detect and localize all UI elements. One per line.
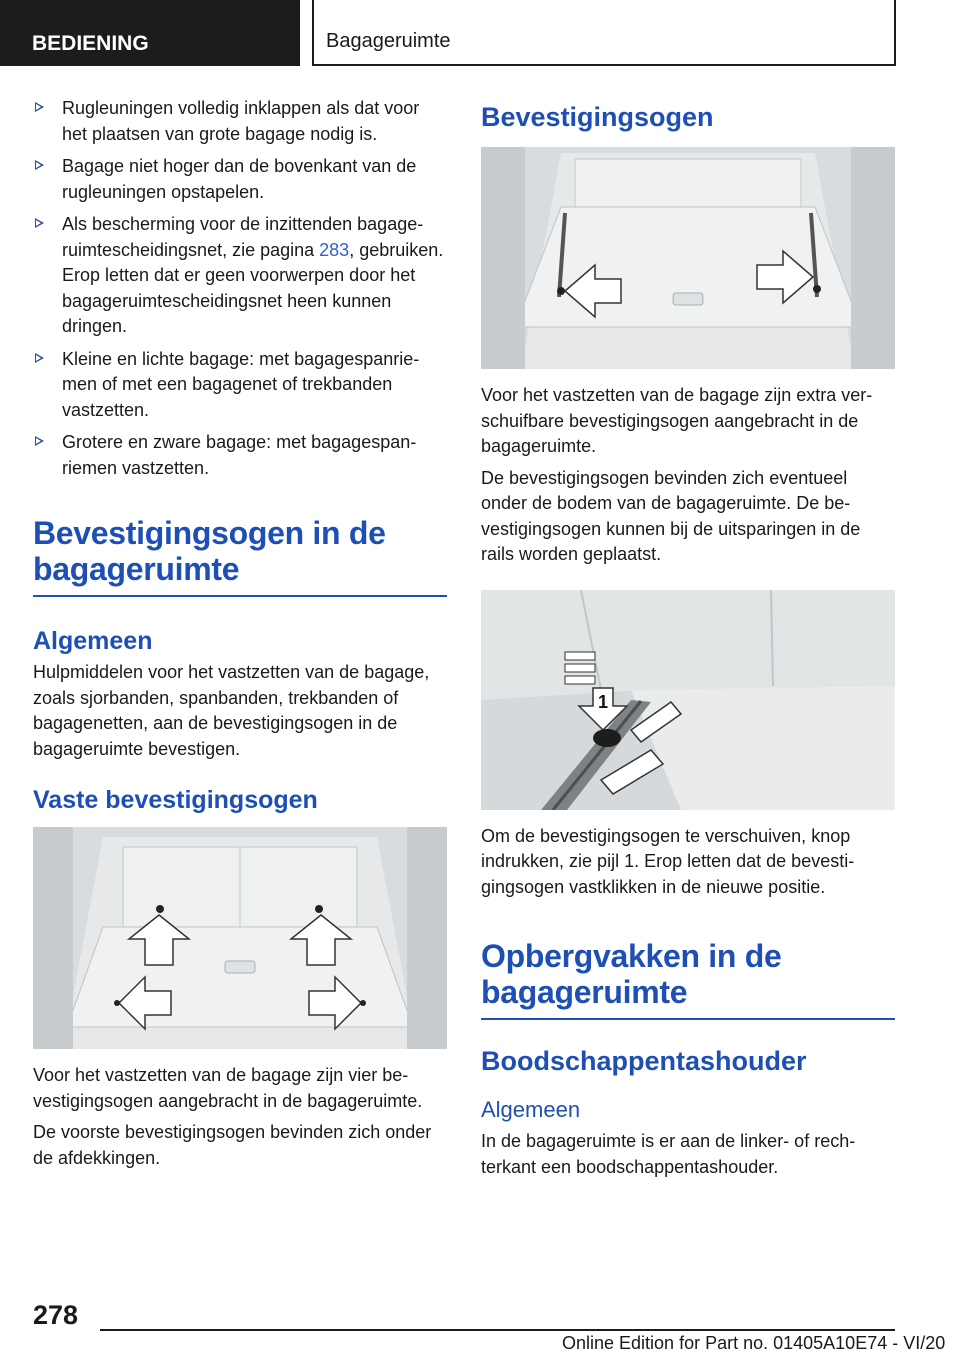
section-title: Bevestigingsogen in de bagageruimte <box>33 515 447 597</box>
left-column <box>33 96 447 1177</box>
list-item: Bagage niet hoger dan de bovenkant van de rugleuningen opstapelen. <box>33 154 447 205</box>
subsection-title: Boodschappentashouder <box>481 1046 807 1076</box>
header-chapter-tab <box>312 0 896 66</box>
list-item: Als bescherming voor de inzittenden bagageruimtescheidingsnet, zie pagina 283, gebruiken. Erop letten dat er geen voorwerpen door het bagageruimtescheidingsnet heen kunnen dringen. <box>33 212 447 340</box>
subsection-title-small: Algemeen <box>481 1097 581 1122</box>
paragraph: Voor het vastzetten van de bagage zijn vier bevestigingsogen aangebracht in de bagageruimte. <box>33 1065 423 1111</box>
list-item: Kleine en lichte bagage: met bagagespanriemen of met een bagagenet of trekbanden vastzetten. <box>33 347 447 424</box>
page-number: 278 <box>33 1300 79 1330</box>
list-item: Grotere en zware bagage: met bagagespanriemen vastzetten. <box>33 430 447 481</box>
right-column <box>481 96 895 1186</box>
bullet-triangle-icon <box>35 353 44 363</box>
section-title: Opbergvakken in de bagageruimte <box>481 938 895 1020</box>
subsection-title: Vaste bevestigingsogen <box>33 786 318 814</box>
paragraph: Hulpmiddelen voor het vastzetten van de bagage, zoals sjorbanden, spanbanden, trekbanden of bagagenetten, aan de bevestigingsogen in de bagageruimte bevestigen. <box>33 662 430 759</box>
bullet-triangle-icon <box>35 218 44 228</box>
bullet-triangle-icon <box>35 102 44 112</box>
footer-edition: Online Edition for Part no. 01405A10E74 - VI/20 <box>562 1333 946 1353</box>
header-chapter-label: Bagageruimte <box>326 30 451 52</box>
callout-label: 1 <box>597 691 609 712</box>
trunk-image-sliding-eyes <box>481 147 895 369</box>
header-section-tab <box>0 0 300 66</box>
paragraph: De bevestigingsogen bevinden zich eventueel onder de bodem van de bagageruimte. De bevestigingsogen kunnen bij de uitsparingen in de rails worden geplaatst. <box>481 467 861 564</box>
paragraph: De voorste bevestigingsogen bevinden zich onder de afdekkingen. <box>33 1122 432 1168</box>
header-section-label: BEDIENING <box>32 32 149 55</box>
bullet-triangle-icon <box>35 160 44 170</box>
bullet-triangle-icon <box>35 436 44 446</box>
trunk-image-fixed-eyes <box>33 827 447 1049</box>
subsection-title: Algemeen <box>33 627 153 655</box>
list-item: Rugleuningen volledig inklappen als dat voor het plaatsen van grote bagage nodig is. <box>33 96 447 147</box>
footer-divider <box>100 1329 895 1331</box>
rail-detail-image <box>481 590 895 810</box>
subsection-title: Bevestigingsogen <box>481 102 714 132</box>
bullet-list <box>33 96 447 481</box>
paragraph: Om de bevestigingsogen te verschuiven, knop indrukken, zie pijl 1. Erop letten dat de bevestigingsogen vastklikken in de nieuwe positie. <box>481 825 855 897</box>
page-link[interactable]: 283 <box>319 239 350 260</box>
paragraph: In de bagageruimte is er aan de linker- of rechterkant een boodschappentashouder. <box>481 1131 856 1177</box>
paragraph: Voor het vastzetten van de bagage zijn extra verschuifbare bevestigingsogen aangebracht in de bagageruimte. <box>481 385 873 456</box>
